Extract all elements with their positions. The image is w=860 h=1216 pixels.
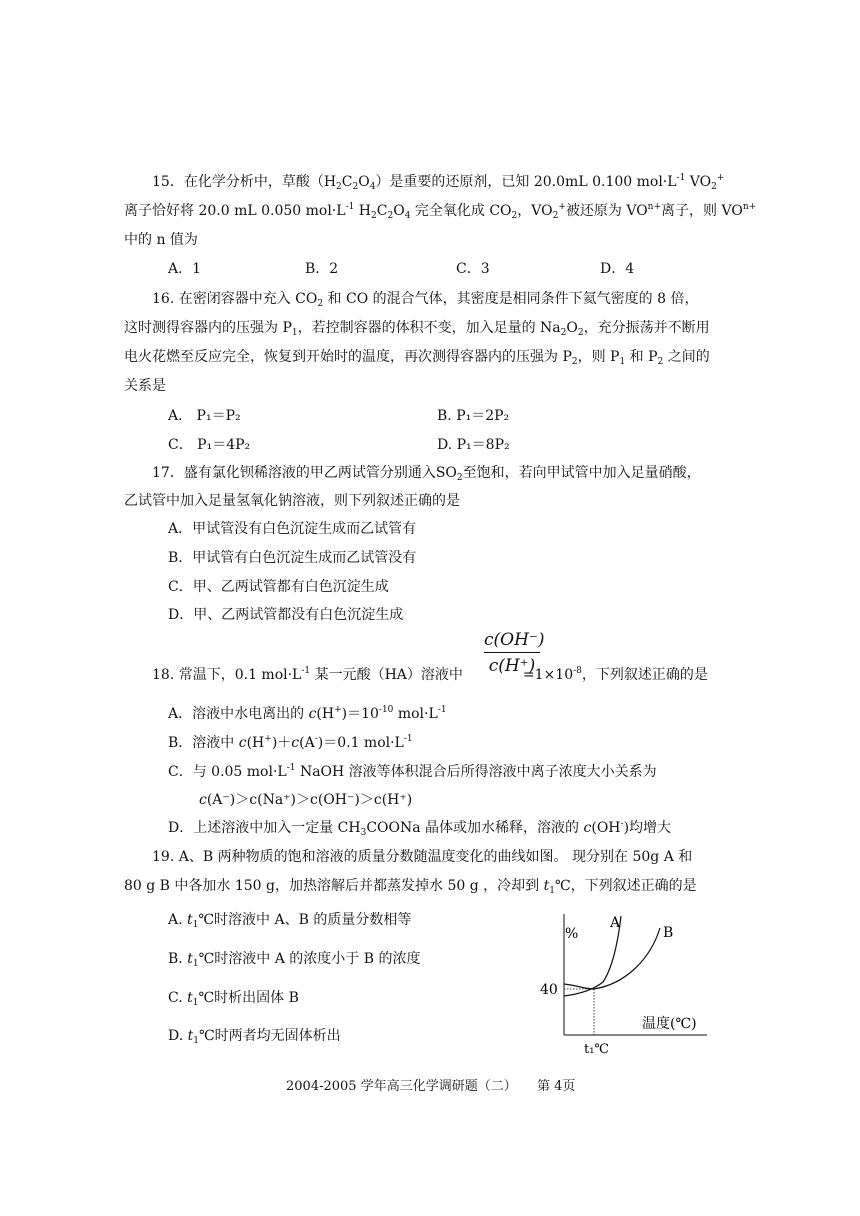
q19-line-2: 80 g B 中各加水 150 g，加热溶解后并都蒸发掉水 50 g ，冷却到 $t_1℃$，下列叙述正确的是: [124, 878, 697, 896]
q18-option-d: D．上述溶液中加入一定量 $CH_3COONa$ 晶体或加水稀释，溶液的 c(OH-)均增大: [168, 819, 672, 838]
q18-option-a: A．溶液中水电离出的 $c(H^+)=10^{-10}$ $mol\cdot L^{-1}$: [168, 705, 447, 722]
curve-a-label: A: [610, 915, 621, 931]
x-axis-label: 温度(℃): [642, 1016, 697, 1032]
q15-option-a: A．1: [168, 261, 202, 277]
q19-option-a: A. $t_1℃$时溶液中 A、B 的质量分数相等: [168, 912, 412, 930]
solubility-figure: [535, 910, 715, 1060]
q15-option-c: C．3: [456, 261, 490, 277]
q18-option-c: C．与 0.05 $mol\cdot L^{-1}$ NaOH 溶液等体积混合后所得溶液中离子浓度大小关系为: [168, 763, 657, 780]
q18-option-b: B．溶液中 c(H+)＋c(A-)＝0.1 $mol\cdot L^{-1}$: [168, 734, 413, 751]
curve-b-label: B: [663, 925, 674, 941]
q19-option-d: D. $t_1℃$时两者均无固体析出: [168, 1028, 341, 1046]
q15-option-d: D．4: [600, 261, 635, 277]
x-mark-label: t₁℃: [584, 1042, 609, 1057]
q17-line-2: 乙试管中加入足量氢氧化钠溶液，则下列叙述正确的是: [124, 493, 460, 509]
q17-option-a: A．甲试管没有白色沉淀生成而乙试管有: [168, 521, 417, 537]
q16-option-a: A． P₁＝P₂: [168, 408, 241, 424]
q17-option-b: B．甲试管有白色沉淀生成而乙试管没有: [168, 550, 417, 566]
q15-line-1: 15．在化学分析中，草酸$(H_2C_2O_4)$是重要的还原剂，已知 20.0mL 0.100 $mol\cdot L^{-1}$ $VO_2^+$: [152, 173, 725, 192]
q17-option-d: D．甲、乙两试管都没有白色沉淀生成: [168, 607, 404, 623]
y-value-label: 40: [540, 982, 558, 998]
q18-stem: 18. 常温下，0.1 $mol\cdot L^{-1}$ 某一元酸（HA）溶液中 $=1\times 10^{-8}$，下列叙述正确的是: [152, 666, 708, 683]
curve-b: [564, 928, 660, 989]
q18-fraction-denominator: c(H⁺): [488, 656, 536, 676]
q16-line-1: 16. 在密闭容器中充入 $CO_2$ 和 CO 的混合气体，其密度是相同条件下氦气密度的 8 倍，: [152, 291, 699, 309]
q16-option-c: C． P₁＝4P₂: [168, 437, 251, 453]
q15-line-3: 中的 n 值为: [124, 232, 198, 248]
q19-option-c: C. $t_1℃$时析出固体 B: [168, 990, 299, 1008]
q18-fraction-bar: [484, 652, 540, 653]
q16-option-b: B. P₁＝2P₂: [437, 408, 510, 424]
footer-title: 2004-2005 学年高三化学调研题（二）: [286, 1079, 517, 1094]
q17-option-c: C．甲、乙两试管都有白色沉淀生成: [168, 579, 389, 595]
footer-page-number: 第 4页: [537, 1079, 576, 1094]
q19-option-b: B. $t_1℃$时溶液中 A 的浓度小于 B 的浓度: [168, 951, 421, 969]
q16-option-d: D. P₁＝8P₂: [437, 437, 510, 453]
q18-fraction-numerator: c(OH⁻): [484, 630, 545, 650]
q16-line-4: 关系是: [124, 378, 166, 394]
q19-line-1: 19. A、B 两种物质的饱和溶液的质量分数随温度变化的曲线如图。 现分别在 50g A 和: [152, 849, 693, 865]
q16-line-3: 电火花燃至反应完全，恢复到开始时的温度，再次测得容器内的压强为 $P_2$，则 $P_1$ 和 $P_2$ 之间的: [124, 349, 710, 367]
q15-line-2: 离子恰好将 20.0 mL 0.050 $mol\cdot L^{-1}$ $H_2C_2O_4$ 完全氧化成 $CO_2$，$VO_2^+$被还原为 $VO^{n+}$离子，则 $VO^{n+}$: [124, 202, 757, 221]
q16-line-2: 这时测得容器内的压强为 $P_1$，若控制容器的体积不变，加入足量的 $Na_2O_2$，充分振荡并不断用: [124, 320, 710, 338]
q18-option-c-relation: c(A⁻)＞c(Na⁺)＞c(OH⁻)＞c(H⁺): [199, 792, 413, 808]
y-unit-label: %: [565, 926, 579, 942]
q15-option-b: B．2: [305, 261, 339, 277]
q17-line-1: 17．盛有氯化钡稀溶液的甲乙两试管分别通入$SO_2$至饱和，若向甲试管中加入足量硝酸，: [152, 465, 701, 483]
